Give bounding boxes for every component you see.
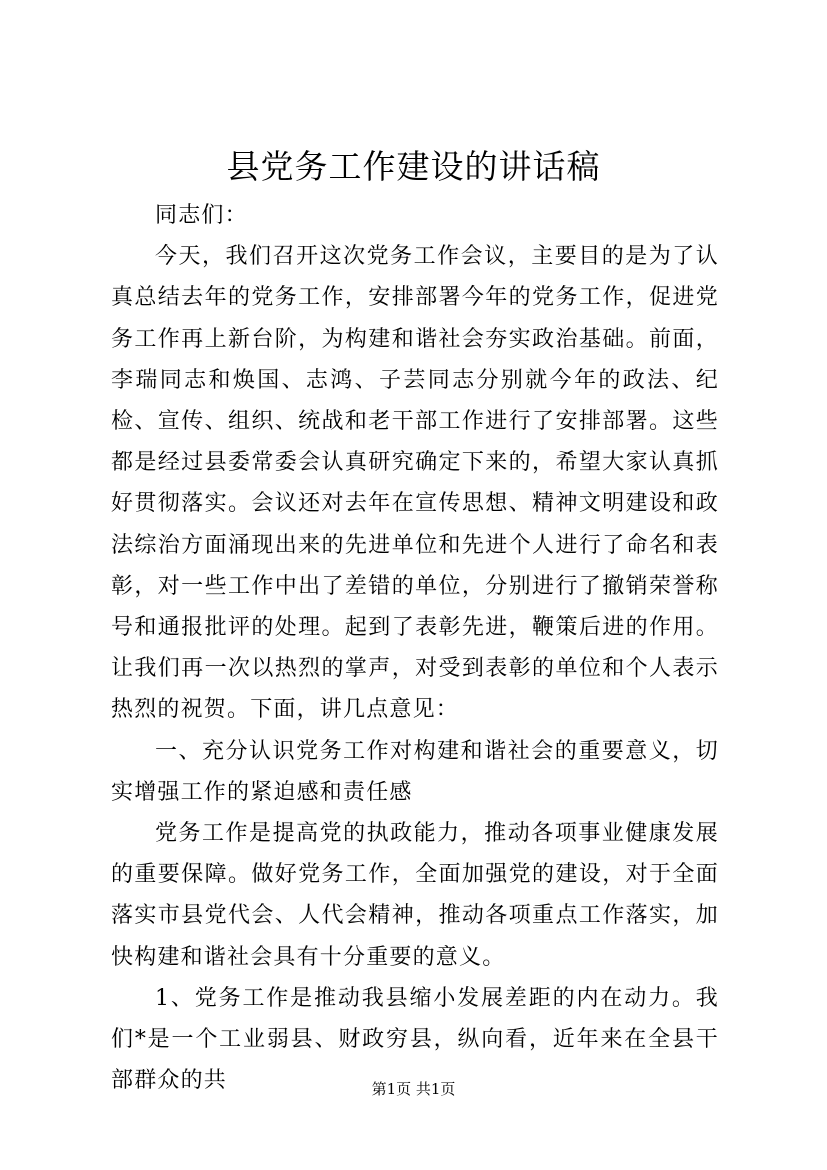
section-paragraph-1: 党务工作是提高党的执政能力，推动各项事业健康发展的重要保障。做好党务工作，全面加强党的建设，对于全面落实市县党代会、人代会精神，推动各项重点工作落实，加快构建和谐社会具有十分重要的意义。 (111, 821, 719, 970)
page-footer: 第1页 共1页 (371, 1080, 456, 1098)
intro-paragraph: 今天，我们召开这次党务工作会议，主要目的是为了认真总结去年的党务工作，安排部署今年的党务工作，促进党务工作再上新台阶，为构建和谐社会夯实政治基础。前面，李瑞同志和焕国、志鸿、子芸同志分别就今年的政法、纪检、宣传、组织、统战和老干部工作进行了安排部署。这些都是经过县委常委会认真研究确定下来的，希望大家认真抓好贯彻落实。会议还对去年在宣传思想、精神文明建设和政法综治方面涌现出来的先进单位和先进个人进行了命名和表彰，对一些工作中出了差错的单位，分别进行了撤销荣誉称号和通报批评的处理。起到了表彰先进，鞭策后进的作用。让我们再一次以热烈的掌声，对受到表彰的单位和个人表示热烈的祝贺。下面，讲几点意见： (111, 244, 719, 723)
document-body (111, 195, 719, 1101)
section-heading-1: 一、充分认识党务工作对构建和谐社会的重要意义，切实增强工作的紧迫感和责任感 (111, 738, 719, 805)
subsection-paragraph-1: 1、党务工作是推动我县缩小发展差距的内在动力。我们*是一个工业弱县、财政穷县，纵向看，近年来在全县干部群众的共 (111, 985, 719, 1094)
salutation-paragraph: 同志们： (155, 203, 248, 228)
document-title: 县党务工作建设的讲话稿 (226, 147, 601, 186)
